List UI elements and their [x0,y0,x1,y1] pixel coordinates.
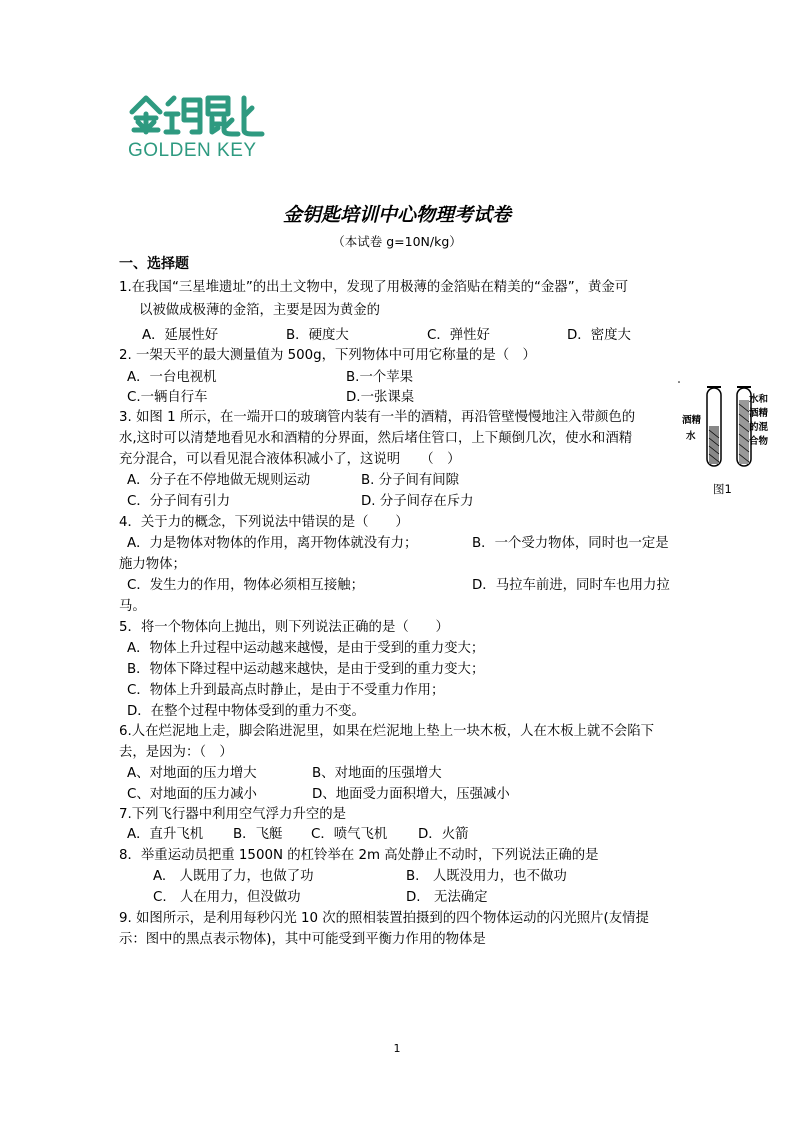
question-1-option-a: A．延展性好 [142,328,219,343]
question-4-option-a: A．力是物体对物体的作用，离开物体就没有力； [127,536,418,551]
question-4-option-b: B．一个受力物体，同时也一定是 [472,536,669,551]
figure-1-test-tubes [677,378,787,500]
question-9-line-2: 示：图中的黑点表示物体)，其中可能受到平衡力作用的物体是 [119,932,486,947]
question-3-line-2: 水,这时可以清楚地看见水和酒精的分界面，然后堵住管口，上下颠倒几次，使水和酒精 [119,431,633,446]
question-3-option-d: D. 分子间存在斥力 [361,494,474,509]
question-3-line-1: 3. 如图 1 所示，在一端开口的玻璃管内装有一半的酒精，再沿管壁慢慢地注入带颜色的 [119,410,636,425]
question-1-option-d: D．密度大 [567,328,631,343]
question-6-option-d: D、地面受力面积增大，压强减小 [312,787,510,802]
question-4-option-b-cont: 施力物体； [119,557,186,572]
question-3-option-b: B. 分子间有间隙 [361,473,460,488]
logo-brand-text: GOLDEN KEY [128,140,257,161]
question-5-line-1: 5．将一个物体向上抛出，则下列说法正确的是（ ） [119,620,449,635]
figure-1-caption: 图1 [713,482,732,496]
question-8-option-c: C. 人在用力，但没做功 [153,890,301,905]
question-7-option-b: B．飞艇 [233,827,283,842]
question-9-line-1: 9. 如图所示，是利用每秒闪光 10 次的照相装置拍摄到的四个物体运动的闪光照片(友情提 [119,911,649,926]
page-subtitle: （本试卷 g=10N/kg） [332,234,462,249]
question-1-line-2: 以被做成极薄的金箔，主要是因为黄金的 [139,303,381,318]
question-8-option-d: D. 无法确定 [406,890,488,905]
question-7-option-c: C．喷气飞机 [311,827,388,842]
question-2-option-d: D.一张课桌 [346,390,415,405]
question-5-option-c: C．物体上升到最高点时静止，是由于不受重力作用； [127,683,445,698]
question-8-line-1: 8．举重运动员把重 1500N 的杠铃举在 2m 高处静止不动时，下列说法正确的是 [119,848,599,863]
question-5-option-d: D．在整个过程中物体受到的重力不变。 [127,704,365,719]
label-mixture-4: 合物 [749,436,769,447]
question-1-option-b: B．硬度大 [286,328,349,343]
question-3-option-a: A．分子在不停地做无规则运动 [127,473,311,488]
question-6-line-2: 去，是因为：（ ） [119,745,233,760]
label-water: 水 [686,431,696,442]
question-4-option-d: D．马拉车前进，同时车也用力拉 [472,578,670,593]
question-6-line-1: 6.人在烂泥地上走，脚会陷进泥里，如果在烂泥地上垫上一块木板，人在木板上就不会陷下 [119,724,655,739]
question-6-option-b: B、对地面的压强增大 [312,766,442,781]
question-4-option-d-cont: 马。 [119,599,146,614]
question-7-option-d: D．火箭 [418,827,469,842]
label-mixture-3: 的混 [749,422,769,433]
question-3-option-c: C．分子间有引力 [127,494,231,509]
question-3-line-3: 充分混合，可以看见混合液体积减小了，这说明 （ ） [119,452,461,467]
question-2-option-c: C.一辆自行车 [127,390,208,405]
question-4-option-c: C．发生力的作用，物体必须相互接触； [127,578,364,593]
label-alcohol: 酒精 [682,415,702,426]
question-5-option-a: A．物体上升过程中运动越来越慢，是由于受到的重力变大； [127,641,485,656]
question-7-option-a: A．直升飞机 [127,827,204,842]
question-8-option-b: B. 人既没用力，也不做功 [406,869,567,884]
question-1-option-c: C．弹性好 [427,328,490,343]
page-number: 1 [393,1042,401,1055]
label-mixture-1: 水和 [749,394,769,405]
question-6-option-c: C、对地面的压力减小 [127,787,257,802]
question-8-option-a: A. 人既用了力，也做了功 [153,869,314,884]
question-4-line-1: 4．关于力的概念，下列说法中错误的是（ ） [119,515,409,530]
question-2-option-b: B.一个苹果 [346,370,414,385]
question-5-option-b: B．物体下降过程中运动越来越快，是由于受到的重力变大； [127,662,485,677]
logo-chinese-glyphs [128,92,268,138]
question-2-option-a: A．一台电视机 [127,370,217,385]
question-6-option-a: A、对地面的压力增大 [127,766,257,781]
test-tube-drawing [677,378,787,478]
label-mixture-2: 酒精 [749,408,769,419]
golden-key-logo [128,92,268,162]
question-1-line-1: 1.在我国“三星堆遗址”的出土文物中，发现了用极薄的金箔贴在精美的“金器”，黄金可 [119,280,629,295]
section-heading: 一、选择题 [119,256,189,272]
question-7-line-1: 7.下列飞行器中利用空气浮力升空的是 [119,807,347,822]
page-title: 金钥匙培训中心物理考试卷 [282,204,511,226]
question-2-line-1: 2. 一架天平的最大测量值为 500g，下列物体中可用它称量的是（ ） [119,348,536,363]
